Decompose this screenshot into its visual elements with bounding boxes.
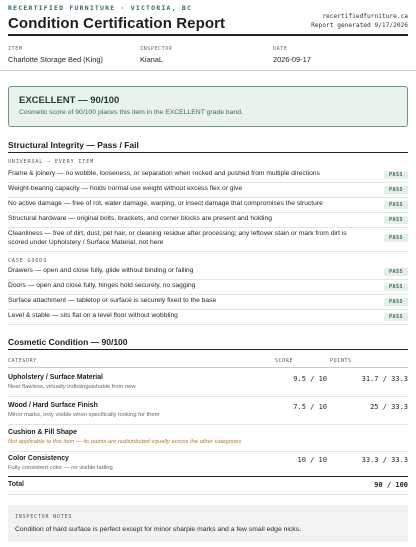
meta-item-value: Charlotte Storage Bed (King) (8, 55, 103, 64)
section-divider (8, 349, 408, 350)
row-divider (8, 309, 408, 310)
row-divider (8, 197, 408, 198)
pass-badge: PASS (384, 283, 408, 291)
table-header-divider (8, 367, 408, 368)
row-divider (8, 279, 408, 280)
meta-inspector-value: KianaL (140, 55, 164, 64)
website-text: recertifiedfurniture.ca (322, 13, 408, 20)
meta-date-label: DATE (273, 46, 288, 52)
cosmetic-category-desc: Minor marks, only visible when specifically looking for them (8, 412, 160, 418)
cosmetic-category-desc: Fully consistent color — no visible fading (8, 465, 113, 471)
row-divider (8, 396, 408, 397)
check-row-text: Surface attachment — tabletop or surface is securely fixed to the base (8, 297, 217, 304)
pass-badge: PASS (384, 171, 408, 179)
meta-inspector-label: INSPECTOR (140, 46, 173, 52)
section-divider (8, 152, 408, 153)
check-row-text: No active damage — free of rot, water damage, warping, or insect damage that compromises the structure (8, 200, 323, 207)
cosmetic-section-title: Cosmetic Condition — 90/100 (8, 337, 128, 347)
cosmetic-category-desc: Near flawless, virtually indistinguishable from new (8, 384, 136, 390)
row-divider (8, 212, 408, 213)
check-row-text: Level & stable — sits flat on a level floor without wobbling (8, 312, 178, 319)
group-label-case-goods: CASE GOODS (8, 258, 48, 264)
check-row-text: Structural hardware — original bolts, brackets, and corner blocks are present and holding (8, 215, 272, 222)
check-row-text: Cleanliness — free of dirt, dust, pet hair, or cleaning residue after processing; any leftover stain or mark from dirt is scored under Upholstery / Surface Material, not here (8, 230, 347, 246)
grade-box (8, 86, 408, 127)
column-header-score: SCORE (275, 358, 294, 364)
pass-badge: PASS (384, 234, 408, 242)
row-divider (8, 424, 408, 425)
row-divider (8, 227, 408, 228)
total-label: Total (8, 481, 24, 488)
cosmetic-category-desc-na: Not applicable to this item — its points are redistributed equally across the other categories (8, 439, 242, 445)
cosmetic-score: 7.5 / 10 (293, 403, 327, 411)
meta-date-value: 2026-09-17 (273, 55, 311, 64)
pass-badge: PASS (384, 313, 408, 321)
check-row-text: Drawers — open and close fully, glide without binding or falling (8, 267, 194, 274)
cosmetic-score: 9.5 / 10 (293, 375, 327, 383)
check-row-text: Weight-bearing capacity — holds normal use weight without excess flex or give (8, 185, 243, 192)
group-label-universal: UNIVERSAL — EVERY ITEM (8, 159, 95, 165)
row-divider (8, 251, 408, 252)
notes-label: INSPECTOR NOTES (15, 514, 73, 520)
total-divider (8, 476, 408, 477)
cosmetic-category-name: Cushion & Fill Shape (8, 429, 77, 436)
header-divider (8, 34, 408, 36)
pass-badge: PASS (384, 216, 408, 224)
column-header-points: POINTS (330, 358, 352, 364)
check-row-text: Frame & joinery — no wobble, looseness, or separation when rocked and pushed from multiple directions (8, 170, 320, 177)
cosmetic-category-name: Color Consistency (8, 455, 69, 462)
cosmetic-score: 10 / 10 (297, 456, 327, 464)
row-divider (8, 494, 408, 495)
pass-badge: PASS (384, 201, 408, 209)
total-value: 90 / 100 (374, 481, 408, 489)
column-header-category: CATEGORY (8, 358, 37, 364)
generated-date: Report generated 9/17/2026 (311, 22, 408, 29)
page-title: Condition Certification Report (8, 15, 226, 32)
row-divider (8, 324, 408, 325)
cosmetic-points: 31.7 / 33.3 (361, 375, 408, 383)
grade-title: EXCELLENT — 90/100 (19, 95, 120, 106)
pass-badge: PASS (384, 298, 408, 306)
cosmetic-points: 25 / 33.3 (370, 403, 408, 411)
notes-text: Condition of hard surface is perfect except for minor sharpie marks and a few small edge nicks. (15, 526, 301, 533)
report-header (8, 4, 408, 34)
brand-name: RECERTIFIED FURNITURE · VICTORIA, BC (8, 4, 193, 12)
grade-description: Cosmetic score of 90/100 places this item in the EXCELLENT grade band. (19, 109, 243, 116)
row-divider (8, 451, 408, 452)
cosmetic-category-name: Upholstery / Surface Material (8, 374, 103, 381)
meta-item-label: ITEM (8, 46, 23, 52)
cosmetic-points: 33.3 / 33.3 (361, 456, 408, 464)
pass-badge: PASS (384, 186, 408, 194)
pass-badge: PASS (384, 268, 408, 276)
cosmetic-category-name: Wood / Hard Surface Finish (8, 402, 98, 409)
meta-divider (0, 70, 416, 71)
inspector-notes (8, 505, 408, 542)
row-divider (8, 182, 408, 183)
check-row-text: Doors — open and close fully, hinges hold securely, no sagging (8, 282, 196, 289)
structural-section-title: Structural Integrity — Pass / Fail (8, 140, 139, 150)
row-divider (8, 294, 408, 295)
